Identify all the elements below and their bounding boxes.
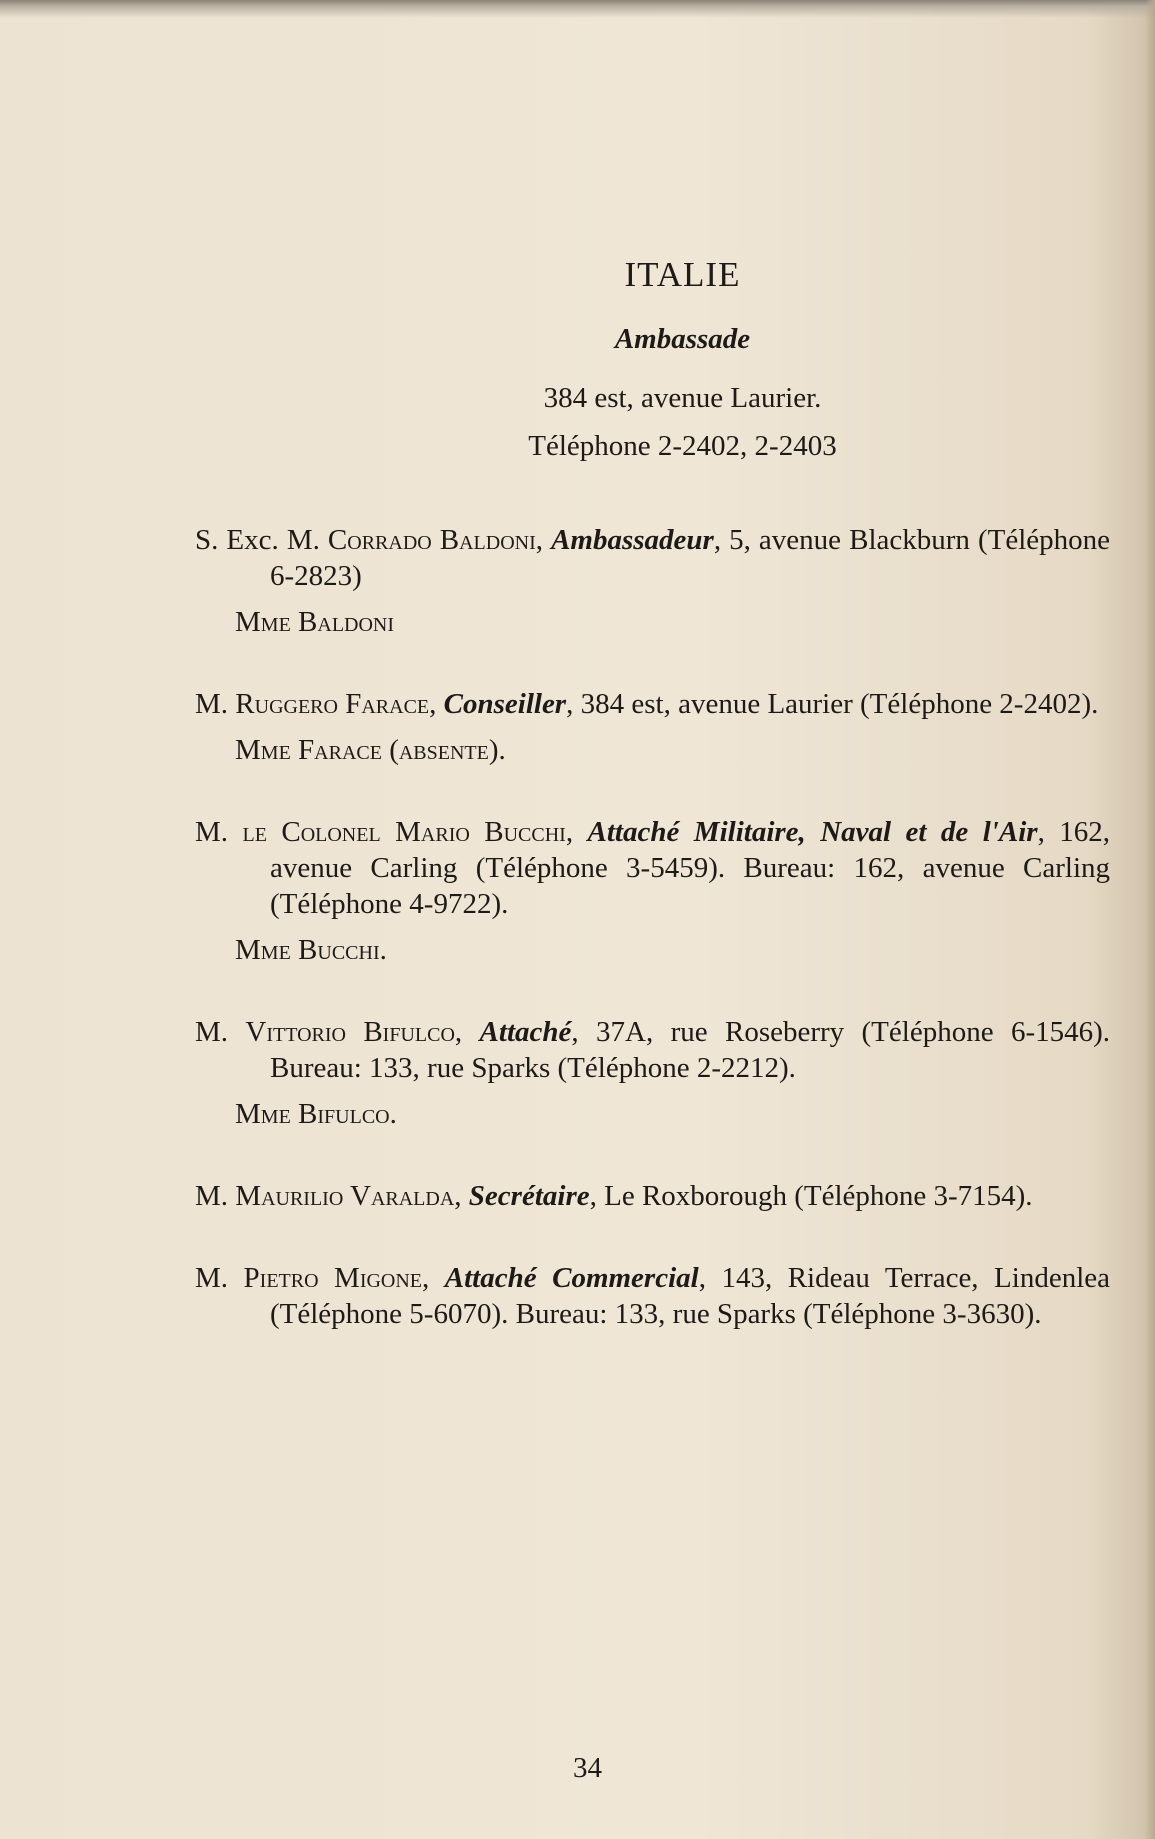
embassy-address: 384 est, avenue Laurier.	[543, 382, 822, 414]
entry-details: , Le Roxborough (Téléphone 3-7154).	[589, 1180, 1033, 1212]
staff-entry	[195, 1014, 1110, 1086]
entry-spouse: Mme Farace (absente).	[235, 734, 506, 766]
document-body	[195, 255, 1110, 1332]
staff-entry	[195, 686, 1110, 722]
staff-list	[195, 522, 1110, 1332]
entry-spouse: Mme Bucchi.	[235, 934, 387, 966]
entry-prefix: M.	[195, 1262, 244, 1294]
entry-prefix: M.	[195, 816, 243, 848]
entry-separator: ,	[454, 1180, 469, 1212]
entry-spouse: Mme Bifulco.	[235, 1098, 397, 1130]
entry-details: , 5, avenue Blackburn (Téléphone 6-2823)	[270, 524, 1110, 592]
page-number: 34	[573, 1752, 602, 1784]
staff-entry	[195, 1260, 1110, 1332]
embassy-telephone: Téléphone 2-2402, 2-2403	[528, 430, 837, 462]
entry-title: Attaché Militaire, Naval et de l'Air	[587, 816, 1038, 848]
entry-name: le Colonel Mario Bucchi	[242, 816, 566, 848]
entry-details: , 162, avenue Carling (Téléphone 3-5459). Bureau: 162, avenue Carling (Téléphone 4-9722).	[270, 816, 1111, 920]
page-right-edge	[1145, 0, 1155, 1839]
entry-title: Attaché Commercial	[444, 1262, 699, 1294]
entry-prefix: M.	[195, 688, 236, 720]
entry-title: Secrétaire	[468, 1180, 590, 1212]
country-heading: ITALIE	[624, 255, 741, 294]
entry-name: Pietro Migone	[243, 1262, 423, 1294]
entry-spouse: Mme Baldoni	[235, 606, 395, 638]
entry-details: , 384 est, avenue Laurier (Téléphone 2-2402).	[566, 688, 1099, 720]
entry-separator: ,	[454, 1016, 480, 1048]
entry-title: Ambassadeur	[551, 524, 714, 556]
entry-title: Conseiller	[443, 688, 567, 720]
staff-entry	[195, 1178, 1110, 1214]
page-top-edge	[0, 0, 1155, 18]
entry-name: Maurilio Varalda	[235, 1180, 455, 1212]
entry-title: Attaché	[479, 1016, 572, 1048]
entry-name: Ruggero Farace	[235, 688, 430, 720]
entry-separator: ,	[422, 1262, 445, 1294]
entry-prefix: S. Exc. M.	[195, 524, 328, 556]
entry-name: Corrado Baldoni	[327, 524, 536, 556]
entry-prefix: M.	[195, 1016, 246, 1048]
entry-separator: ,	[535, 524, 552, 556]
staff-entry	[195, 522, 1110, 594]
staff-entry	[195, 814, 1110, 922]
entry-details: , 143, Rideau Terrace, Lindenlea (Téléphone 5-6070). Bureau: 133, rue Sparks (Téléphone 3-3630).	[270, 1262, 1110, 1330]
entry-details: , 37A, rue Roseberry (Téléphone 6-1546). Bureau: 133, rue Sparks (Téléphone 2-2212).	[270, 1016, 1111, 1084]
entry-separator: ,	[565, 816, 588, 848]
section-heading: Ambassade	[614, 323, 751, 355]
entry-separator: ,	[429, 688, 444, 720]
entry-name: Vittorio Bifulco	[245, 1016, 455, 1048]
entry-prefix: M.	[195, 1180, 236, 1212]
